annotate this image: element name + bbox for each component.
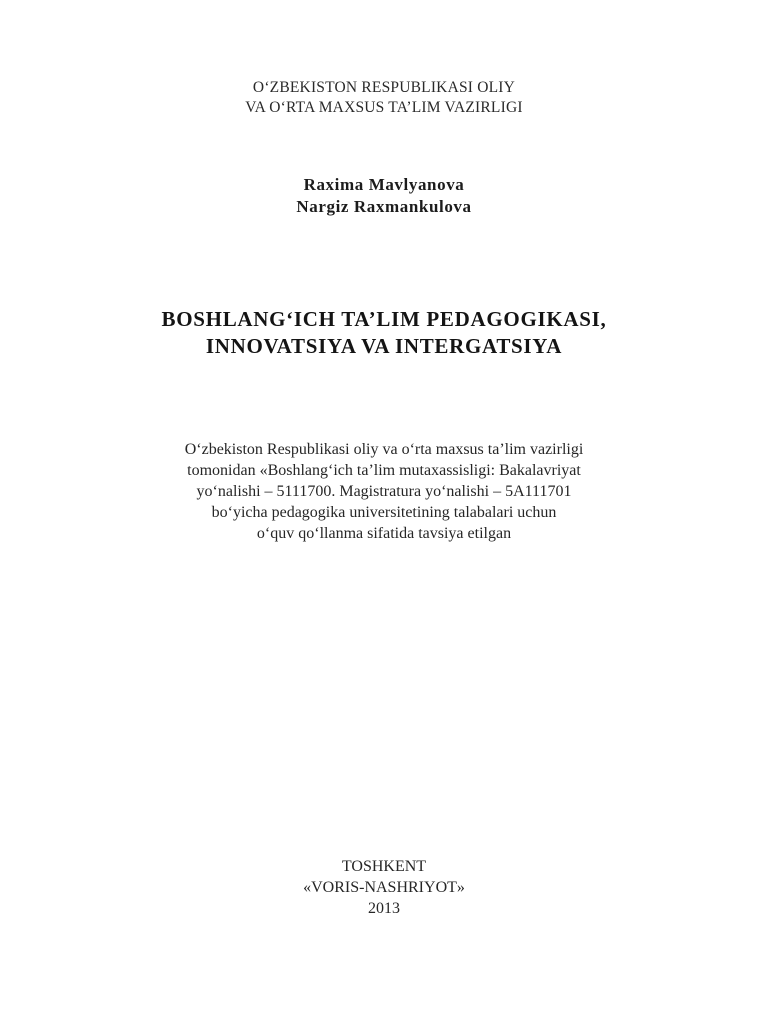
approval-line: yo‘nalishi – 5111700. Magistratura yo‘nalishi – 5A111701 [196, 483, 572, 500]
approval-line: bo‘yicha pedagogika universitetining talabalari uchun [211, 504, 557, 521]
ministry-header [0, 78, 768, 118]
approval-line: tomonidan «Boshlang‘ich ta’lim mutaxassisligi: Bakalavriyat [187, 462, 581, 479]
book-title-line-1: BOSHLANG‘ICH TA’LIM PEDAGOGIKASI, [161, 307, 607, 331]
imprint-year: 2013 [368, 900, 400, 917]
author-name: Nargiz Raxmankulova [296, 197, 472, 216]
imprint-city: TOSHKENT [341, 858, 427, 875]
book-title-line-2: INNOVATSIYA VA INTERGATSIYA [205, 334, 563, 358]
approval-line: O‘zbekiston Respublikasi oliy va o‘rta maxsus ta’lim vazirligi [184, 441, 584, 458]
author-name: Raxima Mavlyanova [303, 175, 465, 194]
imprint [0, 856, 768, 919]
approval-line: o‘quv qo‘llanma sifatida tavsiya etilgan [256, 525, 512, 542]
ministry-line-1: O‘ZBEKISTON RESPUBLIKASI OLIY [252, 79, 516, 96]
imprint-publisher: «VORIS-NASHRIYOT» [303, 879, 465, 896]
ministry-line-2: VA O‘RTA MAXSUS TA’LIM VAZIRLIGI [245, 99, 523, 116]
authors [0, 174, 768, 218]
book-title [0, 306, 768, 360]
approval-statement [0, 439, 768, 544]
